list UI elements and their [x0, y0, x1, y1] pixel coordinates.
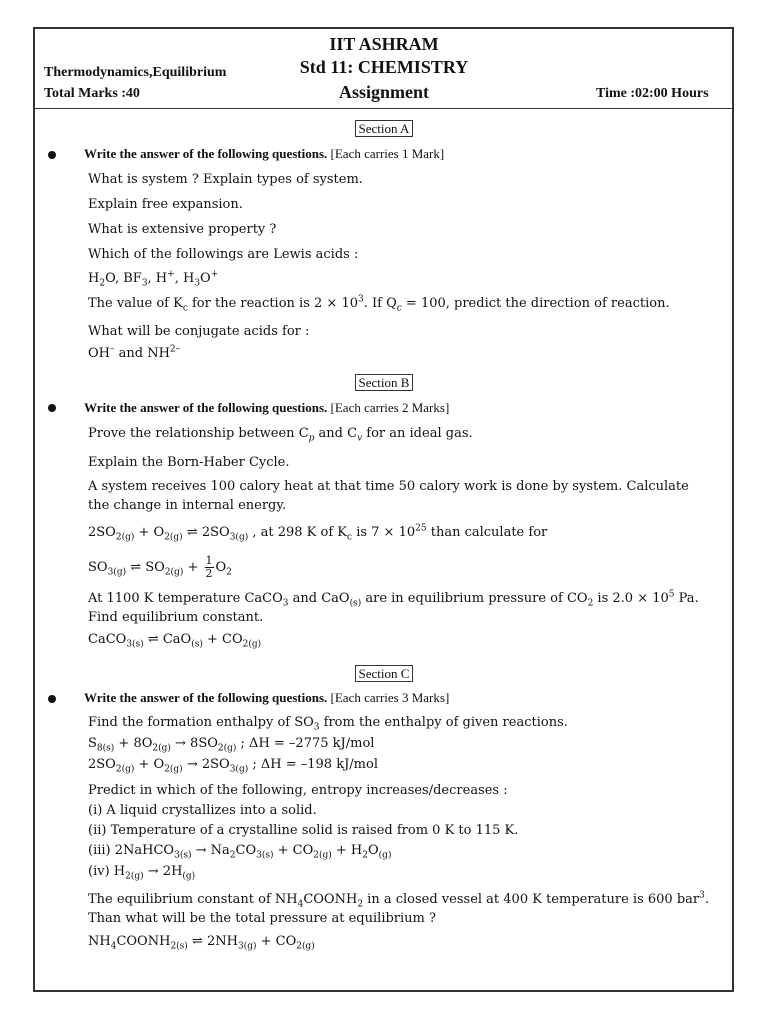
- total-marks-label: Total Marks :40: [44, 86, 140, 101]
- question-a4: Which of the followings are Lewis acids :: [88, 247, 359, 262]
- section-a-heading: Section A: [0, 118, 768, 137]
- question-a5: The value of $K_c$ for the reaction is $2 \times 10^3$. If $Q_c = 100$, predict the direction of reaction.: [88, 294, 670, 314]
- question-c2: Predict in which of the following, entropy increases/decreases :: [88, 783, 508, 798]
- topic-label: Thermodynamics,Equilibrium: [44, 65, 227, 80]
- section-b-instruction: Write the answer of the following questions. [Each carries 2 Marks]: [84, 400, 450, 415]
- question-a1: What is system ? Explain types of system.: [88, 172, 363, 187]
- bullet-c: [48, 695, 56, 703]
- time-label: Time :02:00 Hours: [596, 86, 709, 101]
- question-c1-reaction-1: $S_{8(s)} + 8O_{2(g)} \to 8SO_{2(g)}$ ; ΔH = –2775 kJ/mol: [88, 736, 375, 754]
- bullet-b: [48, 404, 56, 412]
- question-c1: Find the formation enthalpy of $SO_3$ from the enthalpy of given reactions.: [88, 715, 568, 733]
- bullet-a: [48, 151, 56, 159]
- question-b5: At 1100 K temperature CaCO$_3$ and CaO$_{(s)}$ are in equilibrium pressure of $CO_2$ is $2.0 \times 10^5$ Pa. Find equilibrium constant.: [88, 589, 699, 625]
- section-c-instruction: Write the answer of the following questions. [Each carries 3 Marks]: [84, 690, 450, 705]
- question-a6: What will be conjugate acids for :: [88, 324, 310, 339]
- question-b5-reaction: CaCO$_{3(s)}$ ⇌ $CaO_{(s)} + CO_{2(g)}$: [88, 632, 262, 650]
- question-c3-reaction: $NH_4COONH_{2(s)}$ ⇌ $2NH_{3(g)} + CO_{2(g)}$: [88, 934, 315, 952]
- question-b3: A system receives 100 calory heat at that time 50 calory work is done by system. Calculate the change in internal energy.: [88, 479, 689, 513]
- question-b4: $2SO_{2(g)} + O_{2(g)}$ ⇌ $2SO_{3(g)}$ , at 298 K of $K_c$ is $7 \times 10^{25}$ than calculate for: [88, 523, 548, 543]
- question-c2-ii: (ii) Temperature of a crystalline solid is raised from 0 K to 115 K.: [88, 823, 519, 838]
- conjugate-species: OH– and $NH^{2-}$: [88, 344, 181, 361]
- lewis-acid-options: $H_2O$, $BF_3$, H+, $H_3O^+$: [88, 269, 219, 289]
- question-c2-iv: (iv) $H_{2(g)} \to 2H_{(g)}$: [88, 864, 196, 882]
- section-c-heading: Section C: [0, 663, 768, 682]
- question-c2-i: (i) A liquid crystallizes into a solid.: [88, 803, 317, 818]
- question-c2-iii: (iii) 2NaHCO$_{3(s)}$ → $Na_2CO_{3(s)} + CO_{2(g)} + H_2O_{(g)}$: [88, 843, 392, 861]
- question-b4-reaction: $SO_{3(g)}$ ⇌ $SO_{2(g)}$ + $\frac{1}{2}$ $O_2$: [88, 554, 232, 580]
- section-a-instruction: Write the answer of the following questions. [Each carries 1 Mark]: [84, 146, 445, 161]
- header-divider: [35, 108, 732, 109]
- question-c3: The equilibrium constant of $NH_4COONH_2$ in a closed vessel at 400 K temperature is 600 bar$^3$. Than what will be the total pressure at equilibrium ?: [88, 890, 709, 926]
- subject-title: Std 11: CHEMISTRY: [299, 57, 469, 77]
- school-name: IIT ASHRAM: [329, 34, 439, 54]
- question-b1: Prove the relationship between $C_p$ and $C_v$ for an ideal gas.: [88, 426, 473, 444]
- question-c1-reaction-2: $2SO_{2(g)} + O_{2(g)} \to 2SO_{3(g)}$ ; ΔH = –198 kJ/mol: [88, 757, 378, 775]
- doc-type-title: Assignment: [338, 82, 429, 102]
- section-b-heading: Section B: [0, 372, 768, 391]
- question-a3: What is extensive property ?: [88, 222, 277, 237]
- question-b2: Explain the Born-Haber Cycle.: [88, 455, 290, 470]
- question-a2: Explain free expansion.: [88, 197, 243, 212]
